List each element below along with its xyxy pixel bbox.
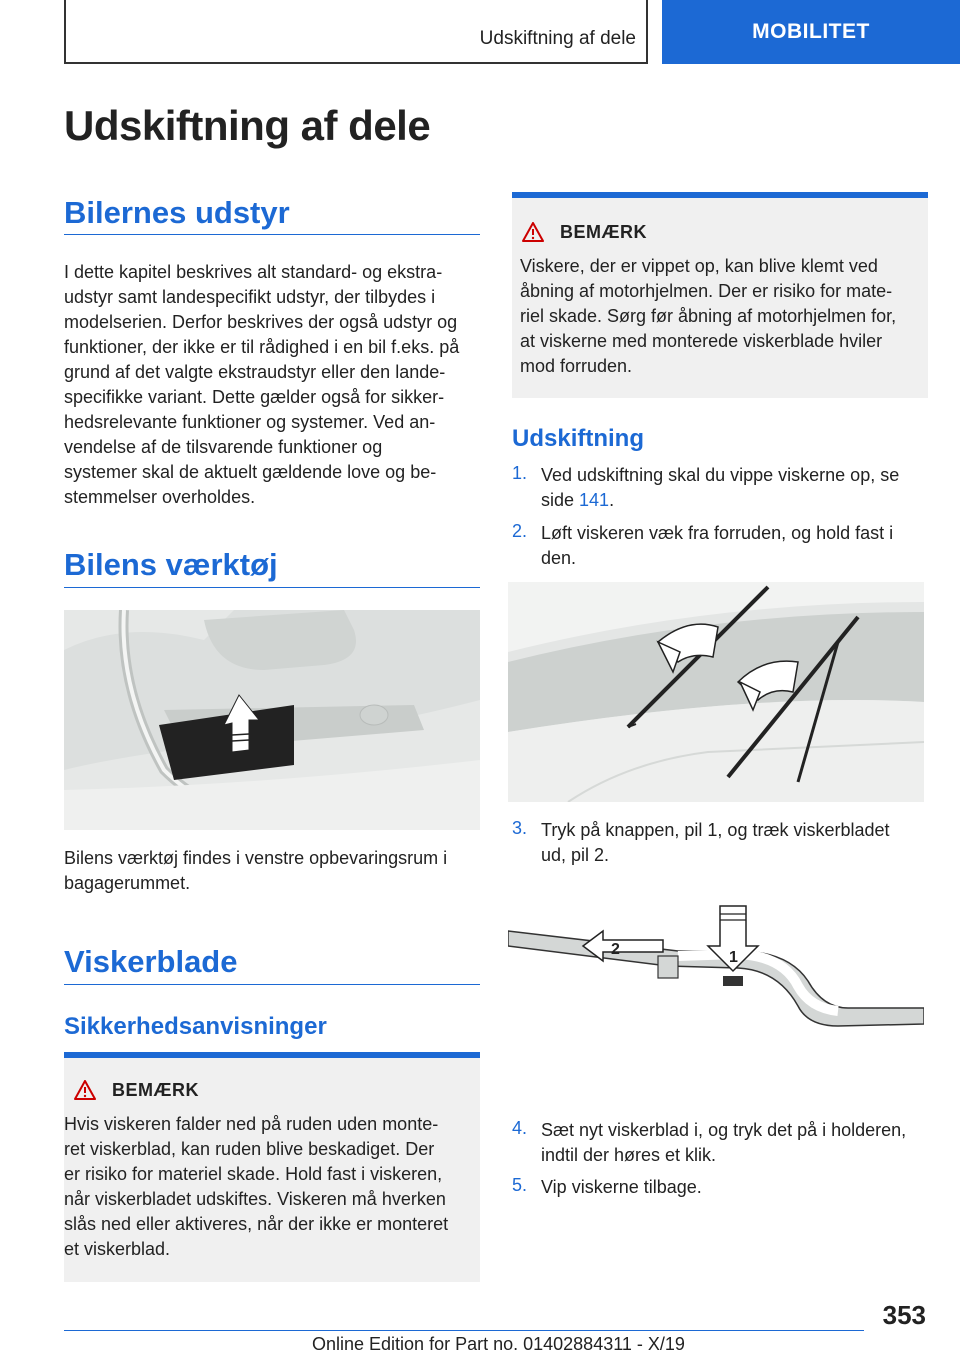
- text-line: udstyr samt landespecifikt udstyr, der tilbydes i: [64, 287, 436, 307]
- text-line: slås ned eller aktiveres, når der ikke er monteret: [64, 1214, 449, 1234]
- header-chapter-badge: MOBILITET: [662, 0, 960, 64]
- step-number: 3.: [512, 818, 528, 838]
- heading-rule: [64, 234, 480, 235]
- text-line: Vip viskerne tilbage.: [541, 1177, 702, 1197]
- text-line: Tryk på knappen, pil 1, og træk viskerbladet: [541, 820, 890, 840]
- paragraph-bilernes-udstyr: [64, 260, 484, 510]
- figure-trunk-storage: [64, 610, 480, 830]
- step-3-text: [541, 818, 931, 868]
- text-line: at viskerne med monterede viskerblade hviler: [520, 331, 883, 351]
- text-line: Ved udskiftning skal du vippe viskerne op, se: [541, 465, 900, 485]
- text-line: ret viskerblad, kan ruden blive beskadiget. Der: [64, 1139, 435, 1159]
- page-link[interactable]: 141: [579, 490, 610, 510]
- footer-edition: Online Edition for Part no. 01402884311 - X/19: [312, 1334, 685, 1354]
- heading-rule: [64, 984, 480, 985]
- text-line: bagagerummet.: [64, 873, 191, 893]
- text-line: hedsrelevante funktioner og systemer. Ved an-: [64, 412, 436, 432]
- arrow-label-1: 1: [729, 949, 738, 966]
- text-line: ud, pil 2.: [541, 845, 610, 865]
- heading-rule: [64, 587, 480, 588]
- text-line: åbning af motorhjelmen. Der er risiko for mate-: [520, 281, 893, 301]
- text-line: Viskere, der er vippet op, kan blive klemt ved: [520, 256, 878, 276]
- heading-bilernes-udstyr: Bilernes udstyr: [64, 195, 290, 230]
- note-title: BEMÆRK: [560, 222, 647, 242]
- step-number: 1.: [512, 463, 528, 483]
- text-fragment: .: [609, 490, 615, 510]
- header-section-title: Udskiftning af dele: [479, 28, 636, 49]
- text-line: indtil der høres et klik.: [541, 1145, 717, 1165]
- note-text: [520, 254, 928, 379]
- step-number: 2.: [512, 521, 528, 541]
- heading-viskerblade: Viskerblade: [64, 944, 238, 979]
- note-accent-bar: [512, 192, 928, 198]
- step-number: 5.: [512, 1175, 528, 1195]
- text-line: stemmelser overholdes.: [64, 487, 256, 507]
- step-5-text: [541, 1175, 931, 1200]
- step-number: 4.: [512, 1118, 528, 1138]
- page-title: Udskiftning af dele: [64, 102, 431, 149]
- text-line: den.: [541, 548, 577, 568]
- text-line: mod forruden.: [520, 356, 633, 376]
- text-line: I dette kapitel beskrives alt standard- og ekstra-: [64, 262, 443, 282]
- footer-rule: [64, 1330, 864, 1331]
- text-line: når viskerbladet udskiftes. Viskeren må hverken: [64, 1189, 446, 1209]
- text-line: funktioner, der ikke er til rådighed i en bil f.eks. på: [64, 337, 460, 357]
- step-2-text: [541, 521, 931, 571]
- warning-icon: [522, 222, 544, 242]
- text-line: vendelse af de tilsvarende funktioner og: [64, 437, 383, 457]
- figure-wipers-lifted: [508, 582, 924, 802]
- note-accent-bar: [64, 1052, 480, 1058]
- text-line: Hvis viskeren falder ned på ruden uden monte-: [64, 1114, 439, 1134]
- heading-bilens-vaerktoej: Bilens værktøj: [64, 547, 278, 582]
- arrow-label-2: 2: [611, 941, 620, 958]
- warning-icon: [74, 1080, 96, 1100]
- text-line: Bilens værktøj findes i venstre opbevaringsrum i: [64, 848, 448, 868]
- paragraph-bilens-vaerktoej: [64, 846, 484, 896]
- text-line: grund af det valgte ekstraudstyr eller den lande-: [64, 362, 446, 382]
- heading-sikkerhedsanvisninger: Sikkerhedsanvisninger: [64, 1013, 327, 1040]
- text-fragment: side: [541, 490, 580, 510]
- note-box-left: [64, 1052, 480, 1282]
- step-1-text: [541, 463, 931, 513]
- text-line: Løft viskeren væk fra forruden, og hold fast i: [541, 523, 894, 543]
- step-4-text: [541, 1118, 931, 1168]
- heading-udskiftning: Udskiftning: [512, 425, 644, 452]
- text-line: modelserien. Derfor beskrives der også udstyr og: [64, 312, 458, 332]
- note-title: BEMÆRK: [112, 1080, 199, 1100]
- text-line: et viskerblad.: [64, 1239, 171, 1259]
- note-text: [64, 1112, 480, 1262]
- text-line: systemer skal de aktuelt gældende love og be-: [64, 462, 437, 482]
- figure-wiper-blade-release: [508, 896, 924, 1046]
- page-number: 353: [882, 1300, 926, 1330]
- note-box-right: [512, 192, 928, 398]
- text-line: specifikke variant. Dette gælder også for sikker-: [64, 387, 445, 407]
- text-line: er risiko for materiel skade. Hold fast i viskeren,: [64, 1164, 443, 1184]
- text-line: Sæt nyt viskerblad i, og tryk det på i holderen,: [541, 1120, 907, 1140]
- text-line: [541, 488, 931, 513]
- text-line: riel skade. Sørg før åbning af motorhjelmen for,: [520, 306, 897, 326]
